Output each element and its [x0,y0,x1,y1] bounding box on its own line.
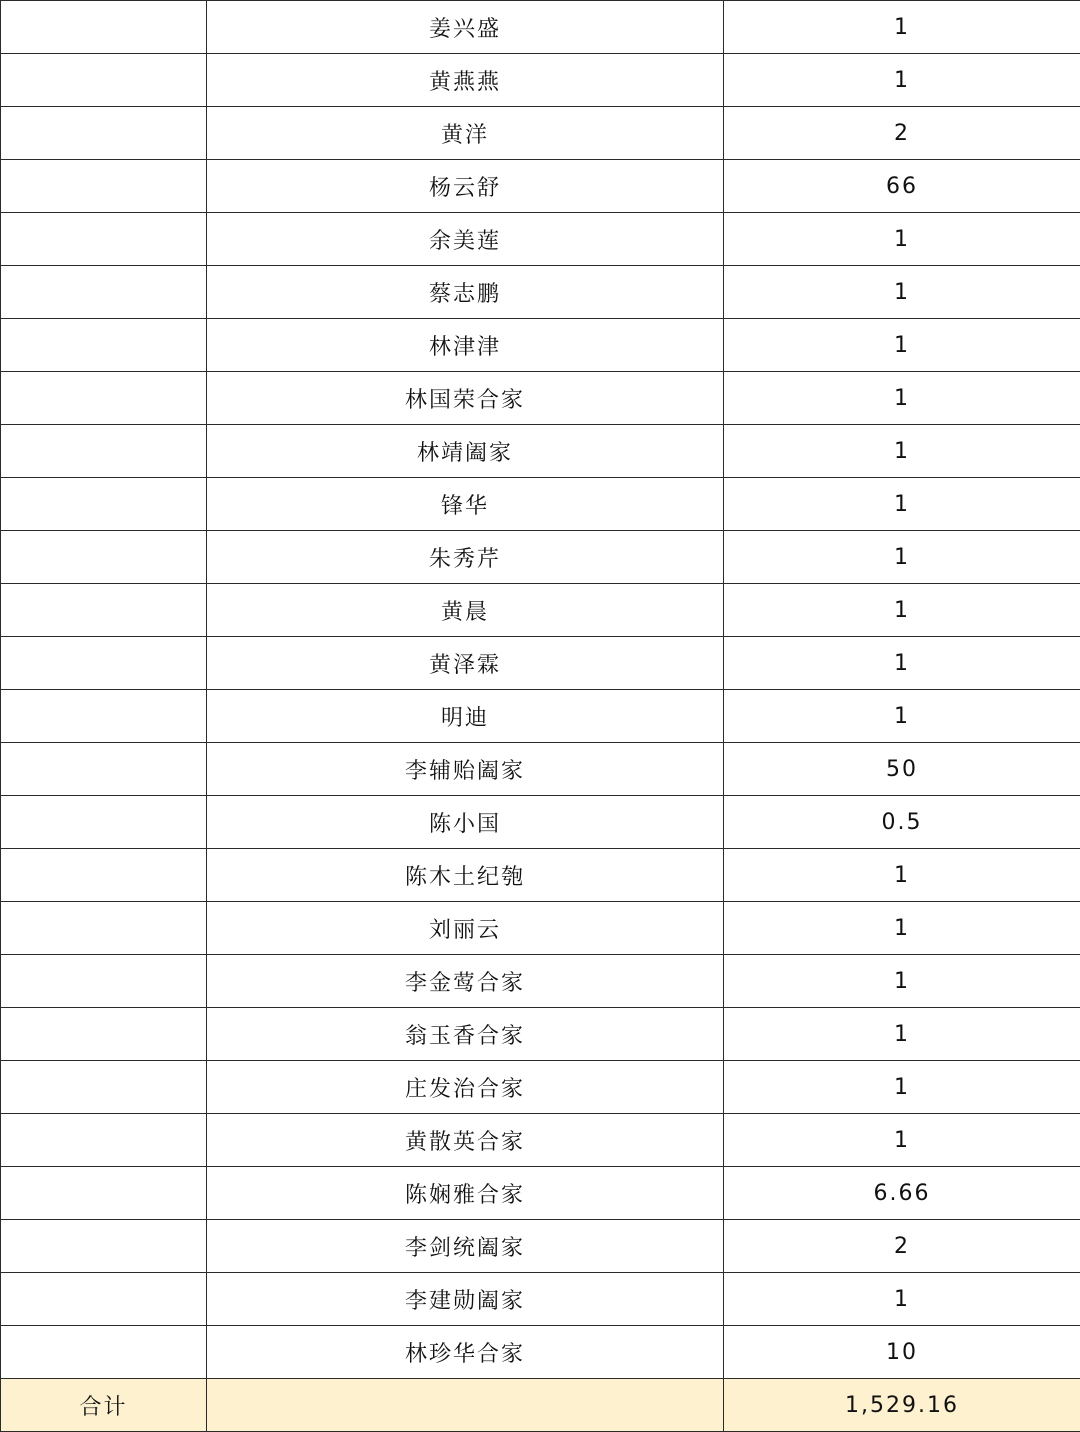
amount-cell: 1 [724,531,1080,584]
table-row [1,743,1080,796]
blank-cell [1,160,207,213]
blank-cell [1,478,207,531]
table-row [1,902,1080,955]
amount-cell: 1 [724,690,1080,743]
table-row [1,1008,1080,1061]
donor-name-cell: 余美莲 [207,213,724,266]
donor-name-cell: 黄泽霖 [207,637,724,690]
amount-cell: 1 [724,1114,1080,1167]
amount-cell: 1 [724,372,1080,425]
table-row [1,1114,1080,1167]
table-row [1,796,1080,849]
amount-cell: 0.5 [724,796,1080,849]
table-row [1,1326,1080,1379]
donor-name-cell: 陈小国 [207,796,724,849]
donor-name-cell: 李剑统阖家 [207,1220,724,1273]
donor-name-cell: 翁玉香合家 [207,1008,724,1061]
amount-cell: 6.66 [724,1167,1080,1220]
amount-cell: 2 [724,1220,1080,1273]
donor-name-cell: 刘丽云 [207,902,724,955]
amount-cell: 1 [724,213,1080,266]
total-name-cell [207,1379,724,1432]
blank-cell [1,1061,207,1114]
blank-cell [1,584,207,637]
blank-cell [1,54,207,107]
table-row [1,372,1080,425]
table-row [1,54,1080,107]
donor-name-cell: 明迪 [207,690,724,743]
table-row [1,319,1080,372]
amount-cell: 1 [724,955,1080,1008]
donor-name-cell: 林国荣合家 [207,372,724,425]
table-row [1,849,1080,902]
table-row [1,531,1080,584]
amount-cell: 1 [724,319,1080,372]
amount-cell: 1 [724,266,1080,319]
table-row [1,425,1080,478]
blank-cell [1,743,207,796]
amount-cell: 1 [724,584,1080,637]
amount-cell: 1 [724,637,1080,690]
blank-cell [1,266,207,319]
amount-cell: 1 [724,1273,1080,1326]
amount-cell: 1 [724,54,1080,107]
donor-name-cell: 蔡志鹏 [207,266,724,319]
blank-cell [1,1008,207,1061]
blank-cell [1,849,207,902]
table-row [1,1167,1080,1220]
donor-name-cell: 黄散英合家 [207,1114,724,1167]
blank-cell [1,531,207,584]
blank-cell [1,902,207,955]
blank-cell [1,796,207,849]
amount-cell: 10 [724,1326,1080,1379]
table-row [1,160,1080,213]
donor-name-cell: 林珍华合家 [207,1326,724,1379]
table-row [1,1061,1080,1114]
donor-name-cell: 朱秀芹 [207,531,724,584]
donor-name-cell: 杨云舒 [207,160,724,213]
blank-cell [1,955,207,1008]
table-body [1,1,1080,1432]
donor-name-cell: 姜兴盛 [207,1,724,54]
table-row [1,1273,1080,1326]
blank-cell [1,107,207,160]
donor-name-cell: 李金莺合家 [207,955,724,1008]
table-row [1,690,1080,743]
blank-cell [1,1220,207,1273]
donor-name-cell: 李建勋阖家 [207,1273,724,1326]
blank-cell [1,637,207,690]
amount-cell: 1 [724,849,1080,902]
amount-cell: 1 [724,1,1080,54]
amount-cell: 66 [724,160,1080,213]
blank-cell [1,1114,207,1167]
donor-name-cell: 李辅贻阖家 [207,743,724,796]
table-row [1,1,1080,54]
total-label-cell: 合计 [1,1379,207,1432]
blank-cell [1,1167,207,1220]
blank-cell [1,372,207,425]
amount-cell: 1 [724,902,1080,955]
blank-cell [1,1273,207,1326]
blank-cell [1,213,207,266]
donor-name-cell: 林津津 [207,319,724,372]
total-row [1,1379,1080,1432]
donor-name-cell: 黄燕燕 [207,54,724,107]
total-amount-cell: 1,529.16 [724,1379,1080,1432]
table-row [1,107,1080,160]
blank-cell [1,1326,207,1379]
table-row [1,213,1080,266]
donor-name-cell: 陈娴雅合家 [207,1167,724,1220]
blank-cell [1,690,207,743]
table-row [1,266,1080,319]
blank-cell [1,1,207,54]
amount-cell: 1 [724,478,1080,531]
amount-cell: 1 [724,1008,1080,1061]
table-row [1,637,1080,690]
table-row [1,478,1080,531]
donor-name-cell: 锋华 [207,478,724,531]
donor-name-cell: 黄晨 [207,584,724,637]
amount-cell: 50 [724,743,1080,796]
donor-name-cell: 黄洋 [207,107,724,160]
amount-cell: 1 [724,1061,1080,1114]
table-row [1,955,1080,1008]
blank-cell [1,425,207,478]
blank-cell [1,319,207,372]
amount-cell: 1 [724,425,1080,478]
donor-name-cell: 庄发治合家 [207,1061,724,1114]
table-row [1,1220,1080,1273]
donor-name-cell: 陈木土纪匏 [207,849,724,902]
donor-name-cell: 林靖阖家 [207,425,724,478]
table-row [1,584,1080,637]
amount-cell: 2 [724,107,1080,160]
